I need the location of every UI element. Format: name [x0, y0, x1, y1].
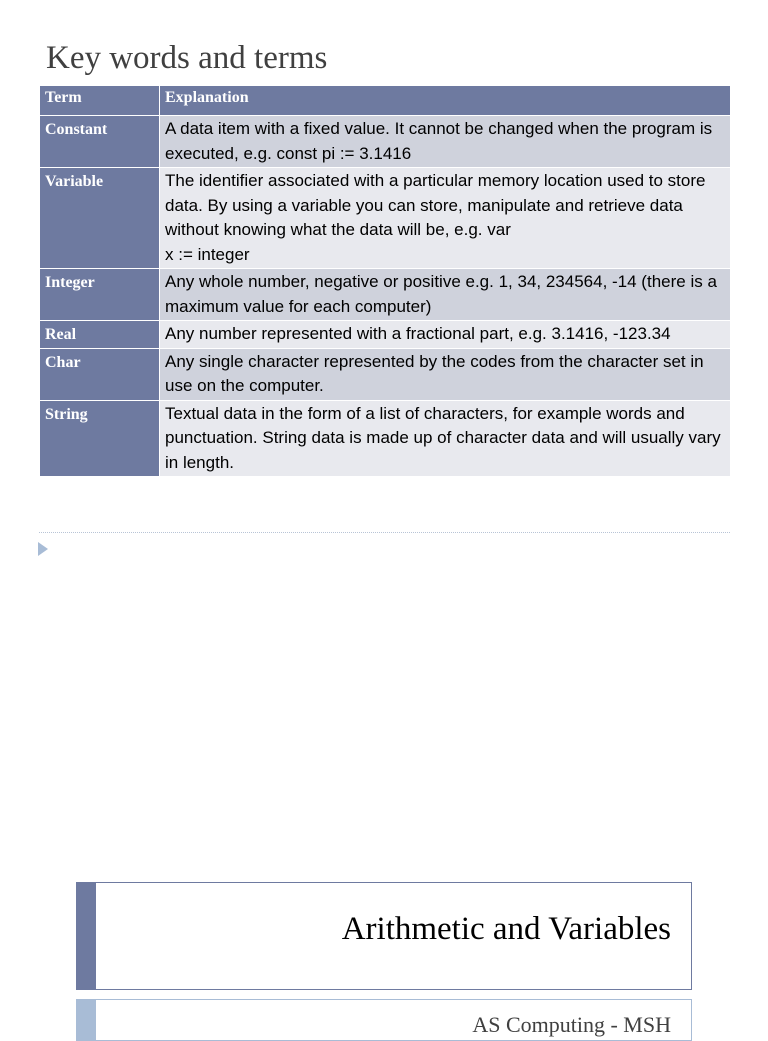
- slide-title: Key words and terms: [46, 40, 328, 76]
- explanation-cell: Any whole number, negative or positive e.g. 1, 34, 234564, -14 (there is a maximum value for each computer): [160, 269, 731, 321]
- explanation-cell: The identifier associated with a particular memory location used to store data. By using a variable you can store, manipulate and retrieve data without knowing what the data will be, e.g. var x := integer: [160, 168, 731, 269]
- table-row: [40, 321, 731, 349]
- table-row: [40, 116, 731, 168]
- table-header-row: [40, 86, 731, 116]
- term-cell: Variable: [40, 168, 160, 269]
- section-divider: [39, 532, 730, 533]
- header-term: Term: [40, 86, 160, 116]
- next-slide-subtitle-box: [76, 999, 692, 1041]
- next-slide-title-box: [76, 882, 692, 990]
- term-cell: Constant: [40, 116, 160, 168]
- table-row: [40, 269, 731, 321]
- term-cell: Integer: [40, 269, 160, 321]
- explanation-cell: A data item with a fixed value. It cannot be changed when the program is executed, e.g. const pi := 3.1416: [160, 116, 731, 168]
- term-cell: Real: [40, 321, 160, 349]
- term-cell: Char: [40, 348, 160, 400]
- next-slide-subtitle: AS Computing - MSH: [472, 1012, 671, 1037]
- table-row: [40, 400, 731, 477]
- next-slide-title: Arithmetic and Variables: [341, 911, 671, 947]
- subtitle-accent-bar: [77, 1000, 96, 1040]
- explanation-cell: Any number represented with a fractional part, e.g. 3.1416, -123.34: [160, 321, 731, 349]
- table-row: [40, 168, 731, 269]
- bullet-arrow-icon: [38, 542, 48, 556]
- header-explanation: Explanation: [160, 86, 731, 116]
- key-terms-table: [39, 85, 731, 477]
- explanation-cell: Textual data in the form of a list of characters, for example words and punctuation. String data is made up of character data and will usually vary in length.: [160, 400, 731, 477]
- table-row: [40, 348, 731, 400]
- explanation-cell: Any single character represented by the codes from the character set in use on the computer.: [160, 348, 731, 400]
- title-accent-bar: [77, 883, 96, 989]
- term-cell: String: [40, 400, 160, 477]
